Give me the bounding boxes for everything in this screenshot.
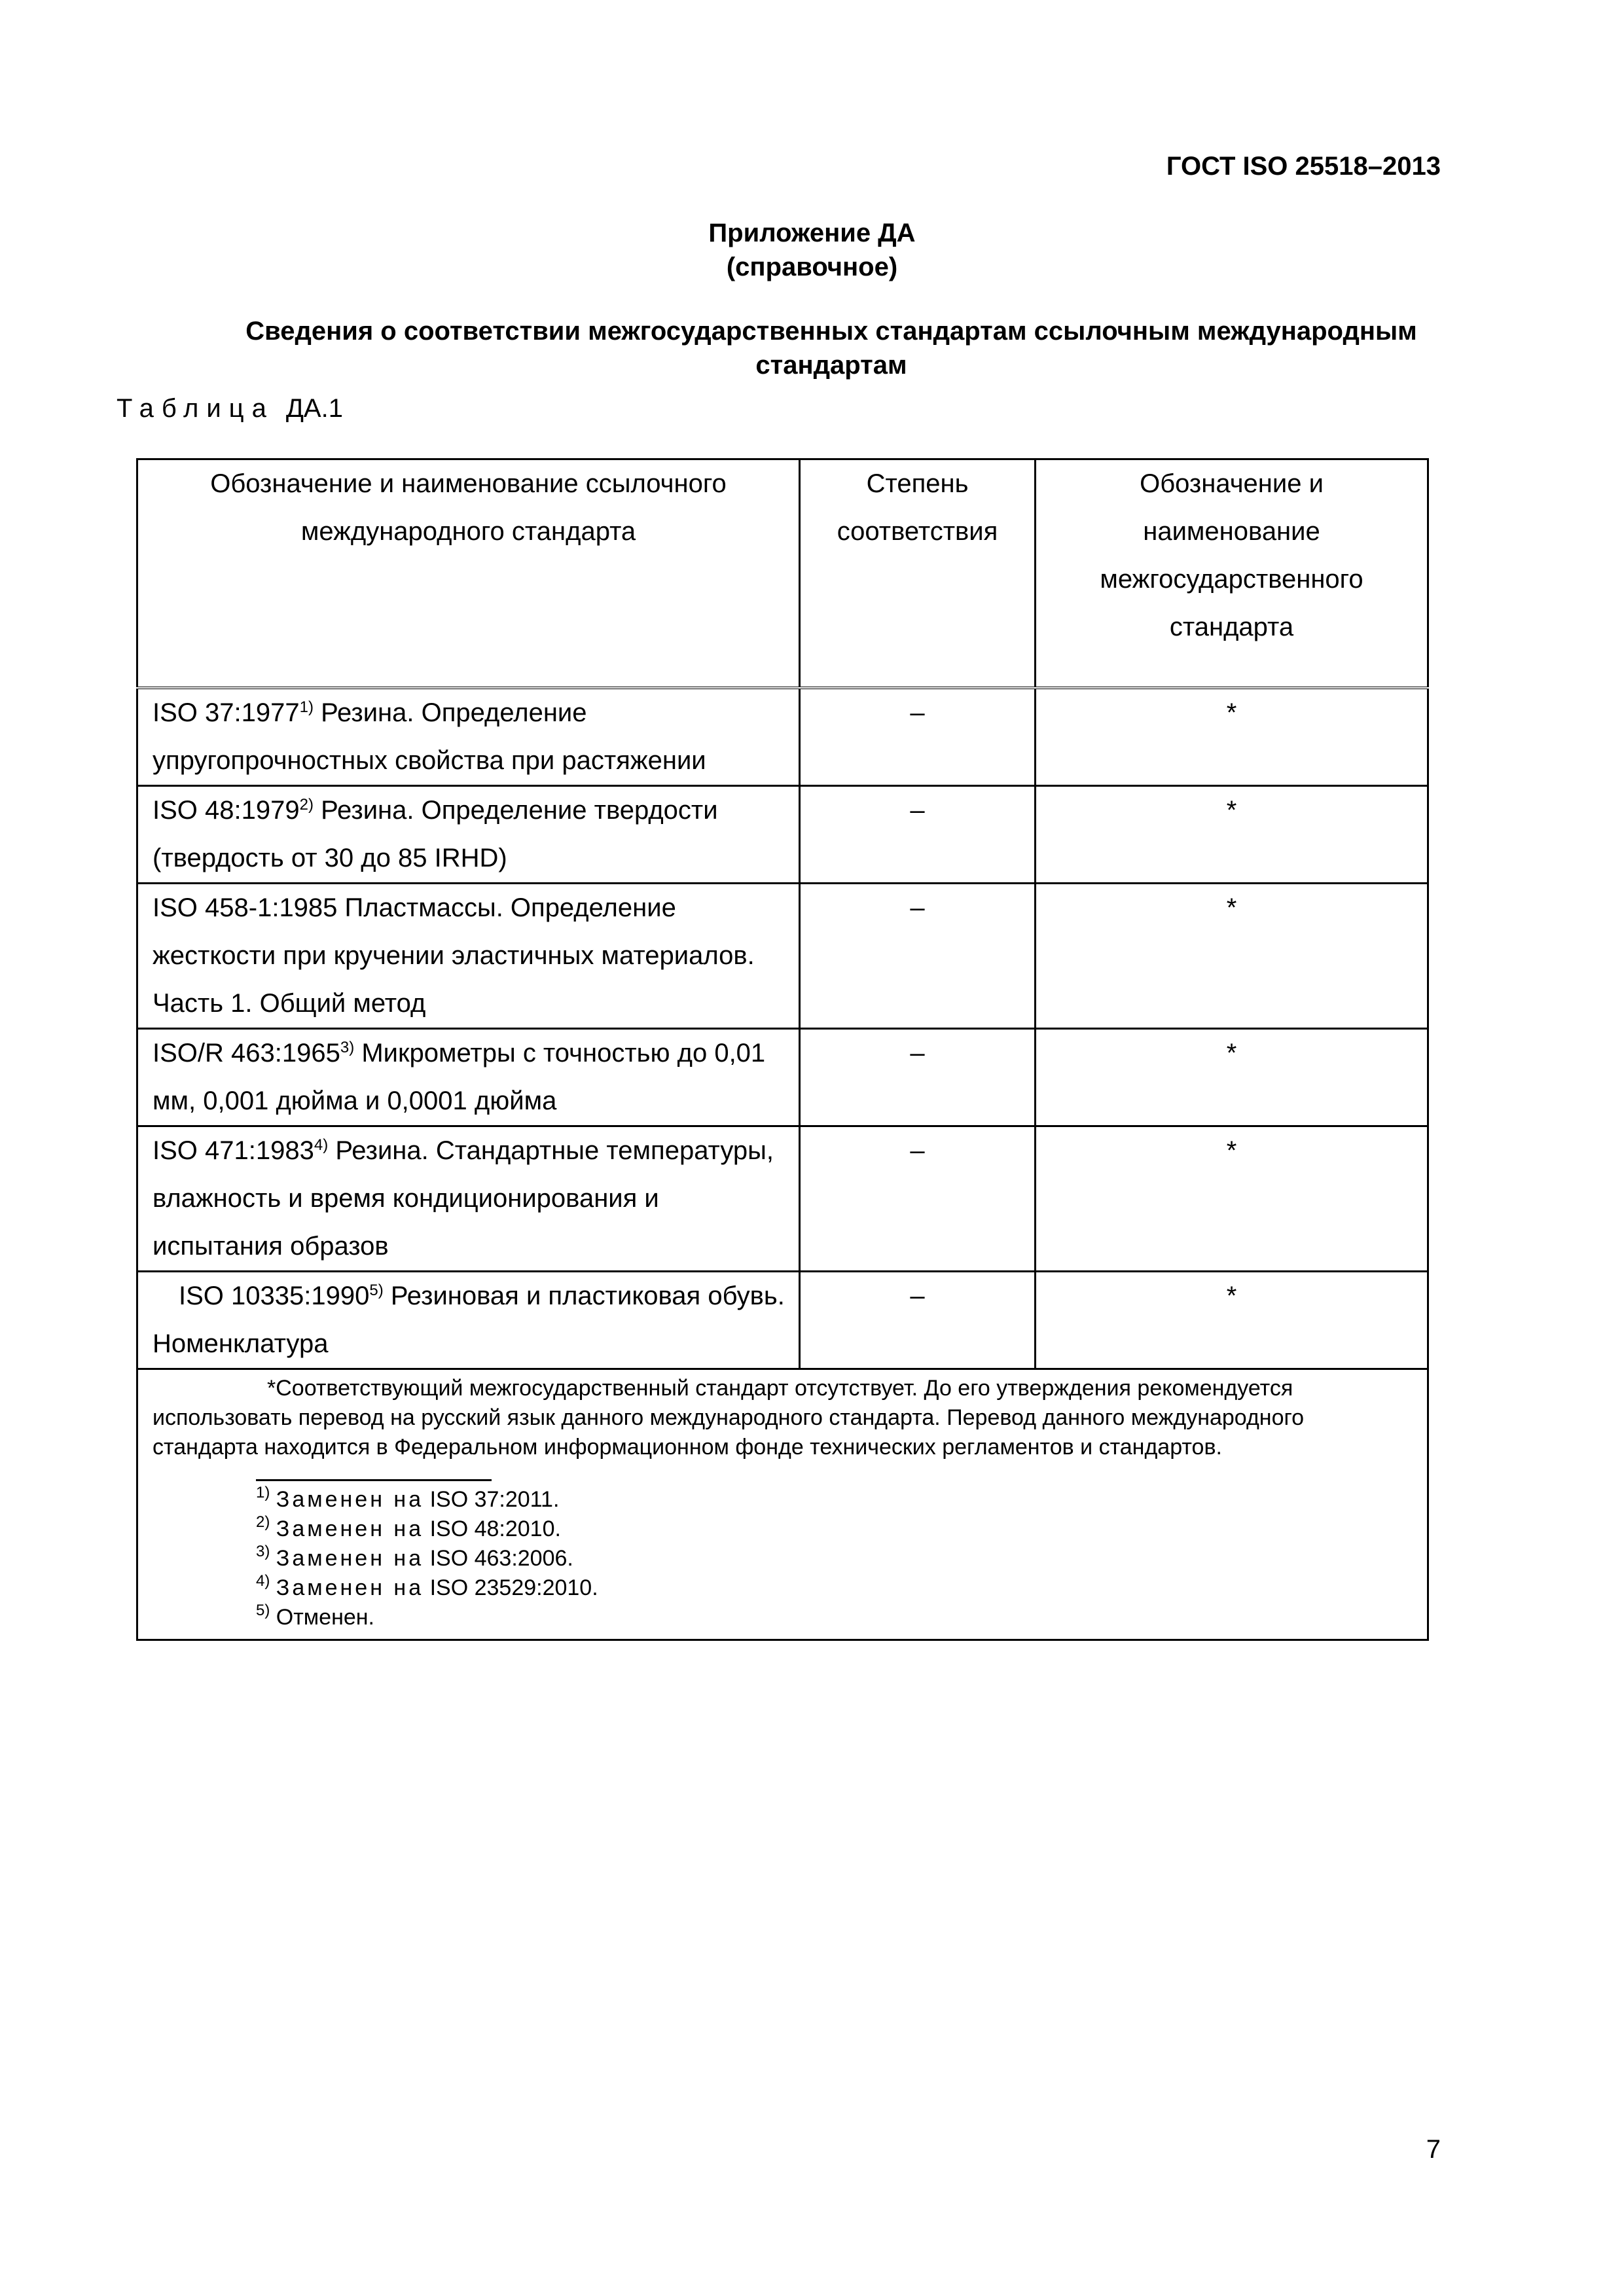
standard-code: ISO/R 463:1965 xyxy=(153,1039,340,1067)
column-header-degree: Степень соответствия xyxy=(800,459,1036,689)
footnote-mark: 5) xyxy=(256,1602,270,1619)
standard-title: Пластмассы. Определение жесткости при кручении эластичных материалов. Часть 1. Общий метод xyxy=(153,893,755,1018)
footnote-mark: 5) xyxy=(369,1282,384,1299)
interstate-standard-cell: * xyxy=(1036,1272,1428,1369)
correspondence-table xyxy=(136,458,1429,1641)
standard-code: ISO 10335:1990 xyxy=(179,1282,370,1310)
degree-cell: – xyxy=(800,884,1036,1029)
international-standard-cell xyxy=(137,786,800,884)
footnote-divider xyxy=(256,1479,492,1481)
footnote-item xyxy=(256,1603,1414,1632)
table-row xyxy=(137,786,1428,884)
footnote-item xyxy=(256,1544,1414,1573)
footnote-text: ISO 463:2006. xyxy=(424,1546,573,1571)
standard-code: ISO 37:1977 xyxy=(153,698,300,727)
footnote-text: ISO 23529:2010. xyxy=(424,1575,598,1600)
table-note xyxy=(138,1370,1427,1639)
footnote-prefix: Заменен на xyxy=(276,1546,424,1571)
interstate-standard-cell: * xyxy=(1036,1126,1428,1272)
standard-title: Резина. Определение упругопрочностных свойства при растяжении xyxy=(153,698,706,775)
table-note-text: *Соответствующий межгосударственный стандарт отсутствует. До его утверждения рекомендуется использовать перевод на русский язык данного международного стандарта. Перевод данного международного стандарта находится в Федеральном информационном фонде технических регламентов и стандартов. xyxy=(153,1376,1305,1460)
degree-cell: – xyxy=(800,1272,1036,1369)
table-header-row xyxy=(137,459,1428,689)
footnote-mark: 1) xyxy=(299,698,314,716)
section-heading-line-1: Сведения о соответствии межгосударственных стандартам ссылочным международным xyxy=(245,317,1417,346)
table-caption-number: ДА.1 xyxy=(285,394,343,423)
interstate-standard-cell: * xyxy=(1036,1029,1428,1126)
page-number: 7 xyxy=(1426,2135,1441,2164)
table-row xyxy=(137,1126,1428,1272)
standard-title: Резина. Определение твердости (твердость от 30 до 85 IRHD) xyxy=(153,796,718,872)
footnote-item xyxy=(256,1515,1414,1544)
interstate-standard-cell: * xyxy=(1036,884,1428,1029)
table-note-cell xyxy=(137,1369,1428,1640)
table-row xyxy=(137,688,1428,786)
international-standard-cell xyxy=(137,1029,800,1126)
degree-cell: – xyxy=(800,1029,1036,1126)
section-heading xyxy=(216,314,1447,382)
standard-title: Резина. Стандартные температуры, влажность и время кондиционирования и испытания образов xyxy=(153,1136,774,1261)
footnote-text: ISO 37:2011. xyxy=(424,1487,560,1512)
table-row xyxy=(137,1272,1428,1369)
standard-code: ISO 471:1983 xyxy=(153,1136,314,1165)
table-row xyxy=(137,1029,1428,1126)
footnote-prefix: Заменен на xyxy=(276,1487,424,1512)
column-header-interstate-standard: Обозначение и наименование межгосударственного стандарта xyxy=(1036,459,1428,689)
appendix-title: Приложение ДА xyxy=(708,219,916,247)
international-standard-cell xyxy=(137,884,800,1029)
appendix-title-block xyxy=(0,216,1624,284)
degree-cell: – xyxy=(800,688,1036,786)
footnote-mark: 4) xyxy=(256,1572,270,1590)
standard-title: Микрометры с точностью до 0,01 мм, 0,001 дюйма и 0,0001 дюйма xyxy=(153,1039,766,1115)
interstate-standard-cell: * xyxy=(1036,688,1428,786)
degree-cell: – xyxy=(800,1126,1036,1272)
standard-code: ISO 458-1:1985 xyxy=(153,893,338,922)
standard-title: Резиновая и пластиковая обувь. Номенклатура xyxy=(153,1282,785,1358)
footnote-prefix: Заменен на xyxy=(276,1516,424,1541)
column-header-international-standard: Обозначение и наименование ссылочного международного стандарта xyxy=(137,459,800,689)
footnote-item xyxy=(256,1573,1414,1603)
footnote-text: Отменен. xyxy=(270,1605,375,1630)
table-note-row xyxy=(137,1369,1428,1640)
footnotes-list xyxy=(256,1485,1414,1632)
degree-cell: – xyxy=(800,786,1036,884)
interstate-standard-cell: * xyxy=(1036,786,1428,884)
footnote-prefix: Заменен на xyxy=(276,1575,424,1600)
footnote-mark: 1) xyxy=(256,1484,270,1501)
international-standard-cell xyxy=(137,1126,800,1272)
international-standard-cell xyxy=(137,688,800,786)
footnote-text: ISO 48:2010. xyxy=(424,1516,561,1541)
table-caption xyxy=(117,394,343,423)
standard-code: ISO 48:1979 xyxy=(153,796,300,825)
section-heading-line-2: стандартам xyxy=(755,351,907,380)
international-standard-cell xyxy=(137,1272,800,1369)
footnote-mark: 2) xyxy=(256,1513,270,1531)
footnote-mark: 3) xyxy=(340,1039,355,1056)
document-code: ГОСТ ISO 25518–2013 xyxy=(1166,152,1441,181)
footnote-mark: 4) xyxy=(314,1136,329,1154)
appendix-subtitle: (справочное) xyxy=(726,253,898,281)
table-row xyxy=(137,884,1428,1029)
footnote-item xyxy=(256,1485,1414,1515)
footnote-mark: 3) xyxy=(256,1543,270,1560)
table-caption-label: Таблица xyxy=(117,394,274,423)
footnote-mark: 2) xyxy=(299,796,314,814)
